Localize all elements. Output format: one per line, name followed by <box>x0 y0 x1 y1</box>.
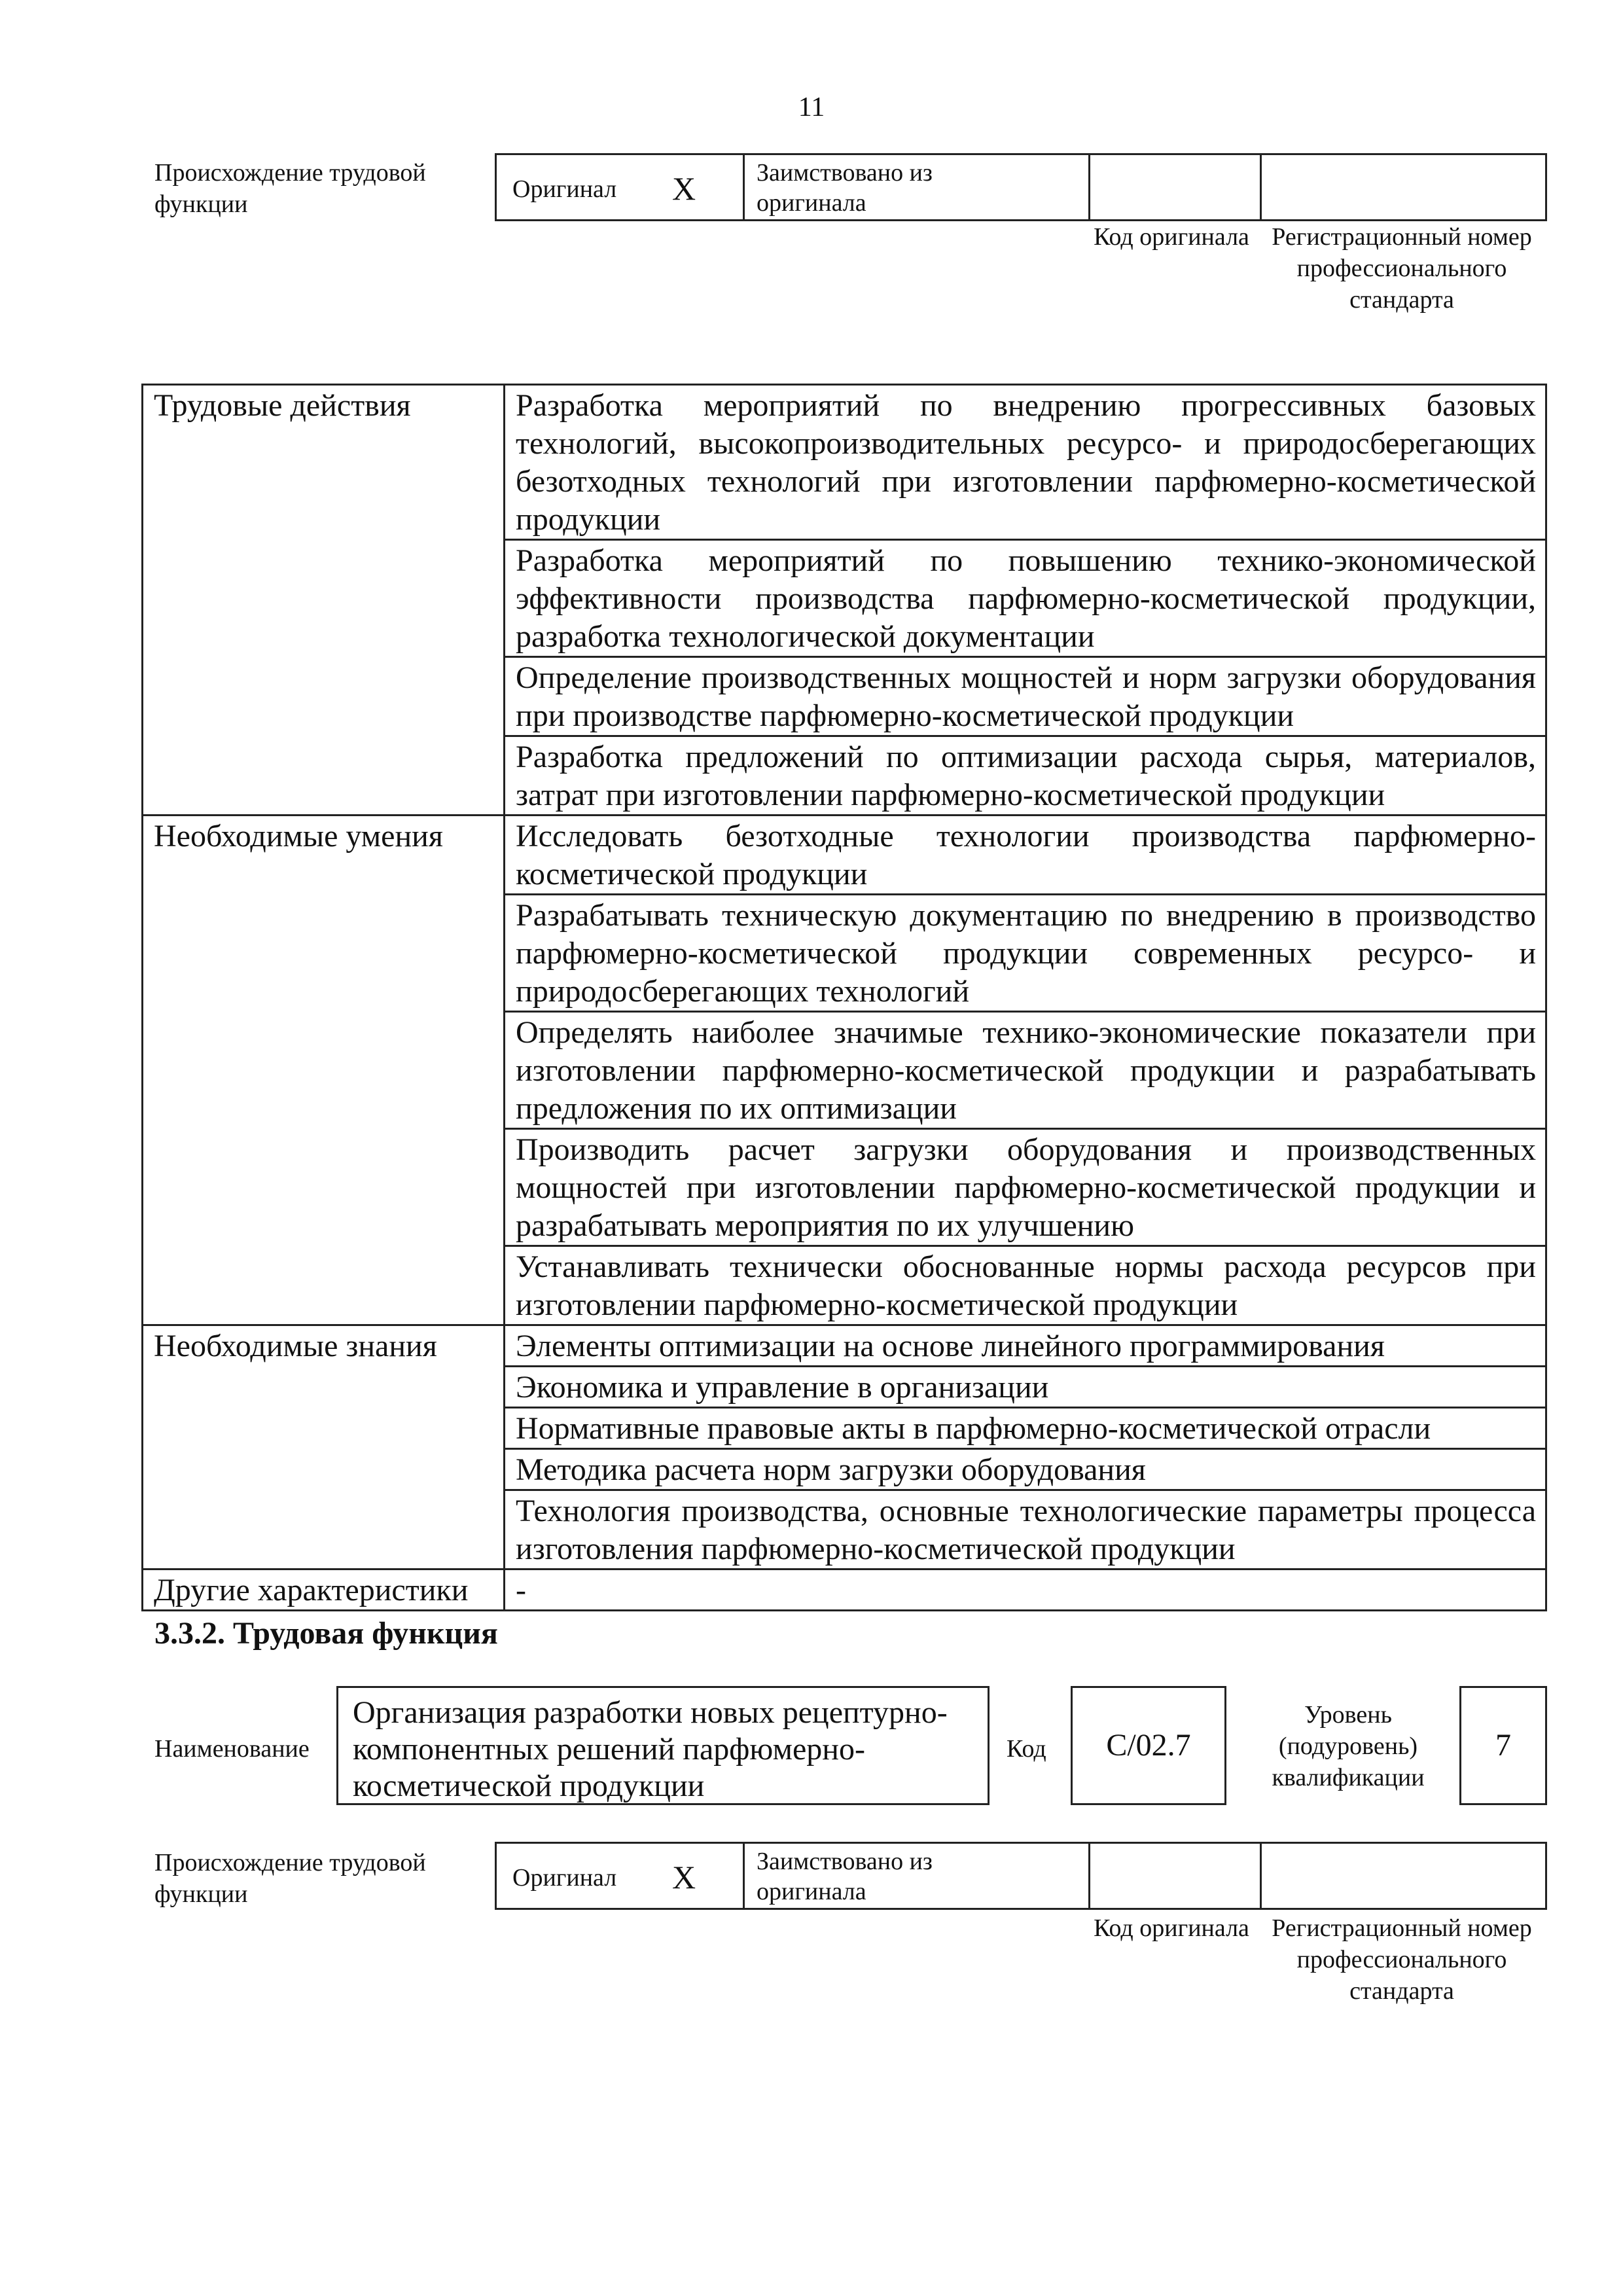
original-code-cell <box>1088 1844 1260 1908</box>
original-label: Оригинал <box>512 1864 617 1892</box>
borrowed-label: Заимствовано из оригинала <box>743 155 933 219</box>
page-number: 11 <box>798 92 825 122</box>
table-row <box>143 1325 1546 1367</box>
code-caption: Код оригинала <box>1094 223 1249 251</box>
row-item: Методика расчета норм загрузки оборудования <box>505 1449 1546 1490</box>
row-item: Производить расчет загрузки оборудования и производственных мощностей при изготовлении парфюмерно-косметической продукции и разрабатывать мероприятия по их улучшению <box>505 1129 1546 1246</box>
original-label: Оригинал <box>512 175 617 203</box>
row-item: Разработка мероприятий по повышению технико-экономической эффективности производства парфюмерно-косметической продукции, разработка технологической документации <box>505 540 1546 657</box>
row-item: Разработка предложений по оптимизации расхода сырья, материалов, затрат при изготовлении парфюмерно-косметической продукции <box>505 736 1546 816</box>
qualification-level: 7 <box>1459 1686 1547 1805</box>
table-row <box>143 385 1546 540</box>
labor-function-table <box>141 384 1547 1611</box>
row-item: Исследовать безотходные технологии производства парфюмерно-косметической продукции <box>505 816 1546 895</box>
row-item: Устанавливать технически обоснованные нормы расхода ресурсов при изготовлении парфюмерно-косметической продукции <box>505 1246 1546 1325</box>
reg-caption: Регистрационный номер профессионального стандарта <box>1272 223 1532 314</box>
name-label: Наименование <box>154 1735 310 1763</box>
function-code: C/02.7 <box>1071 1686 1226 1805</box>
row-item: Определять наиболее значимые технико-экономические показатели при изготовлении парфюмерно-косметической продукции и разрабатывать предложения по их оптимизации <box>505 1012 1546 1129</box>
code-label: Код <box>1007 1735 1046 1763</box>
original-mark: X <box>672 1859 696 1895</box>
row-item: Определение производственных мощностей и норм загрузки оборудования при производстве парфюмерно-косметической продукции <box>505 657 1546 736</box>
reg-number-cell <box>1260 155 1545 219</box>
original-mark: X <box>672 170 696 207</box>
level-label: Уровень (подуровень) квалификации <box>1272 1701 1425 1791</box>
function-name: Организация разработки новых рецептурно-компонентных решений парфюмерно-косметической продукции <box>336 1686 990 1805</box>
row-item: Разрабатывать техническую документацию по внедрению в производство парфюмерно-косметической продукции современных ресурсо- и природосберегающих технологий <box>505 895 1546 1012</box>
reg-number-cell <box>1260 1844 1545 1908</box>
row-item: Экономика и управление в организации <box>505 1367 1546 1408</box>
table-row <box>143 1570 1546 1611</box>
row-label: Необходимые знания <box>143 1325 505 1570</box>
row-item: Разработка мероприятий по внедрению прогрессивных базовых технологий, высокопроизводительных ресурсо- и природосберегающих безотходных технологий при изготовлении парфюмерно-косметической продукции <box>505 385 1546 540</box>
row-item: Элементы оптимизации на основе линейного программирования <box>505 1325 1546 1367</box>
origin-label: Происхождение трудовой функции <box>154 159 426 218</box>
table-row <box>143 816 1546 895</box>
code-caption: Код оригинала <box>1094 1914 1249 1942</box>
row-item: Технология производства, основные технологические параметры процесса изготовления парфюмерно-косметической продукции <box>505 1490 1546 1570</box>
origin-table <box>495 1842 1547 1910</box>
section-heading: 3.3.2. Трудовая функция <box>154 1616 498 1651</box>
reg-caption: Регистрационный номер профессионального стандарта <box>1272 1914 1532 2005</box>
row-label: Трудовые действия <box>143 385 505 816</box>
row-item: Нормативные правовые акты в парфюмерно-косметической отрасли <box>505 1408 1546 1449</box>
row-label: Другие характеристики <box>143 1570 505 1611</box>
origin-label: Происхождение трудовой функции <box>154 1849 426 1908</box>
row-label: Необходимые умения <box>143 816 505 1325</box>
original-code-cell <box>1088 155 1260 219</box>
origin-table <box>495 153 1547 221</box>
borrowed-label: Заимствовано из оригинала <box>743 1844 933 1908</box>
row-item: - <box>505 1570 1546 1611</box>
